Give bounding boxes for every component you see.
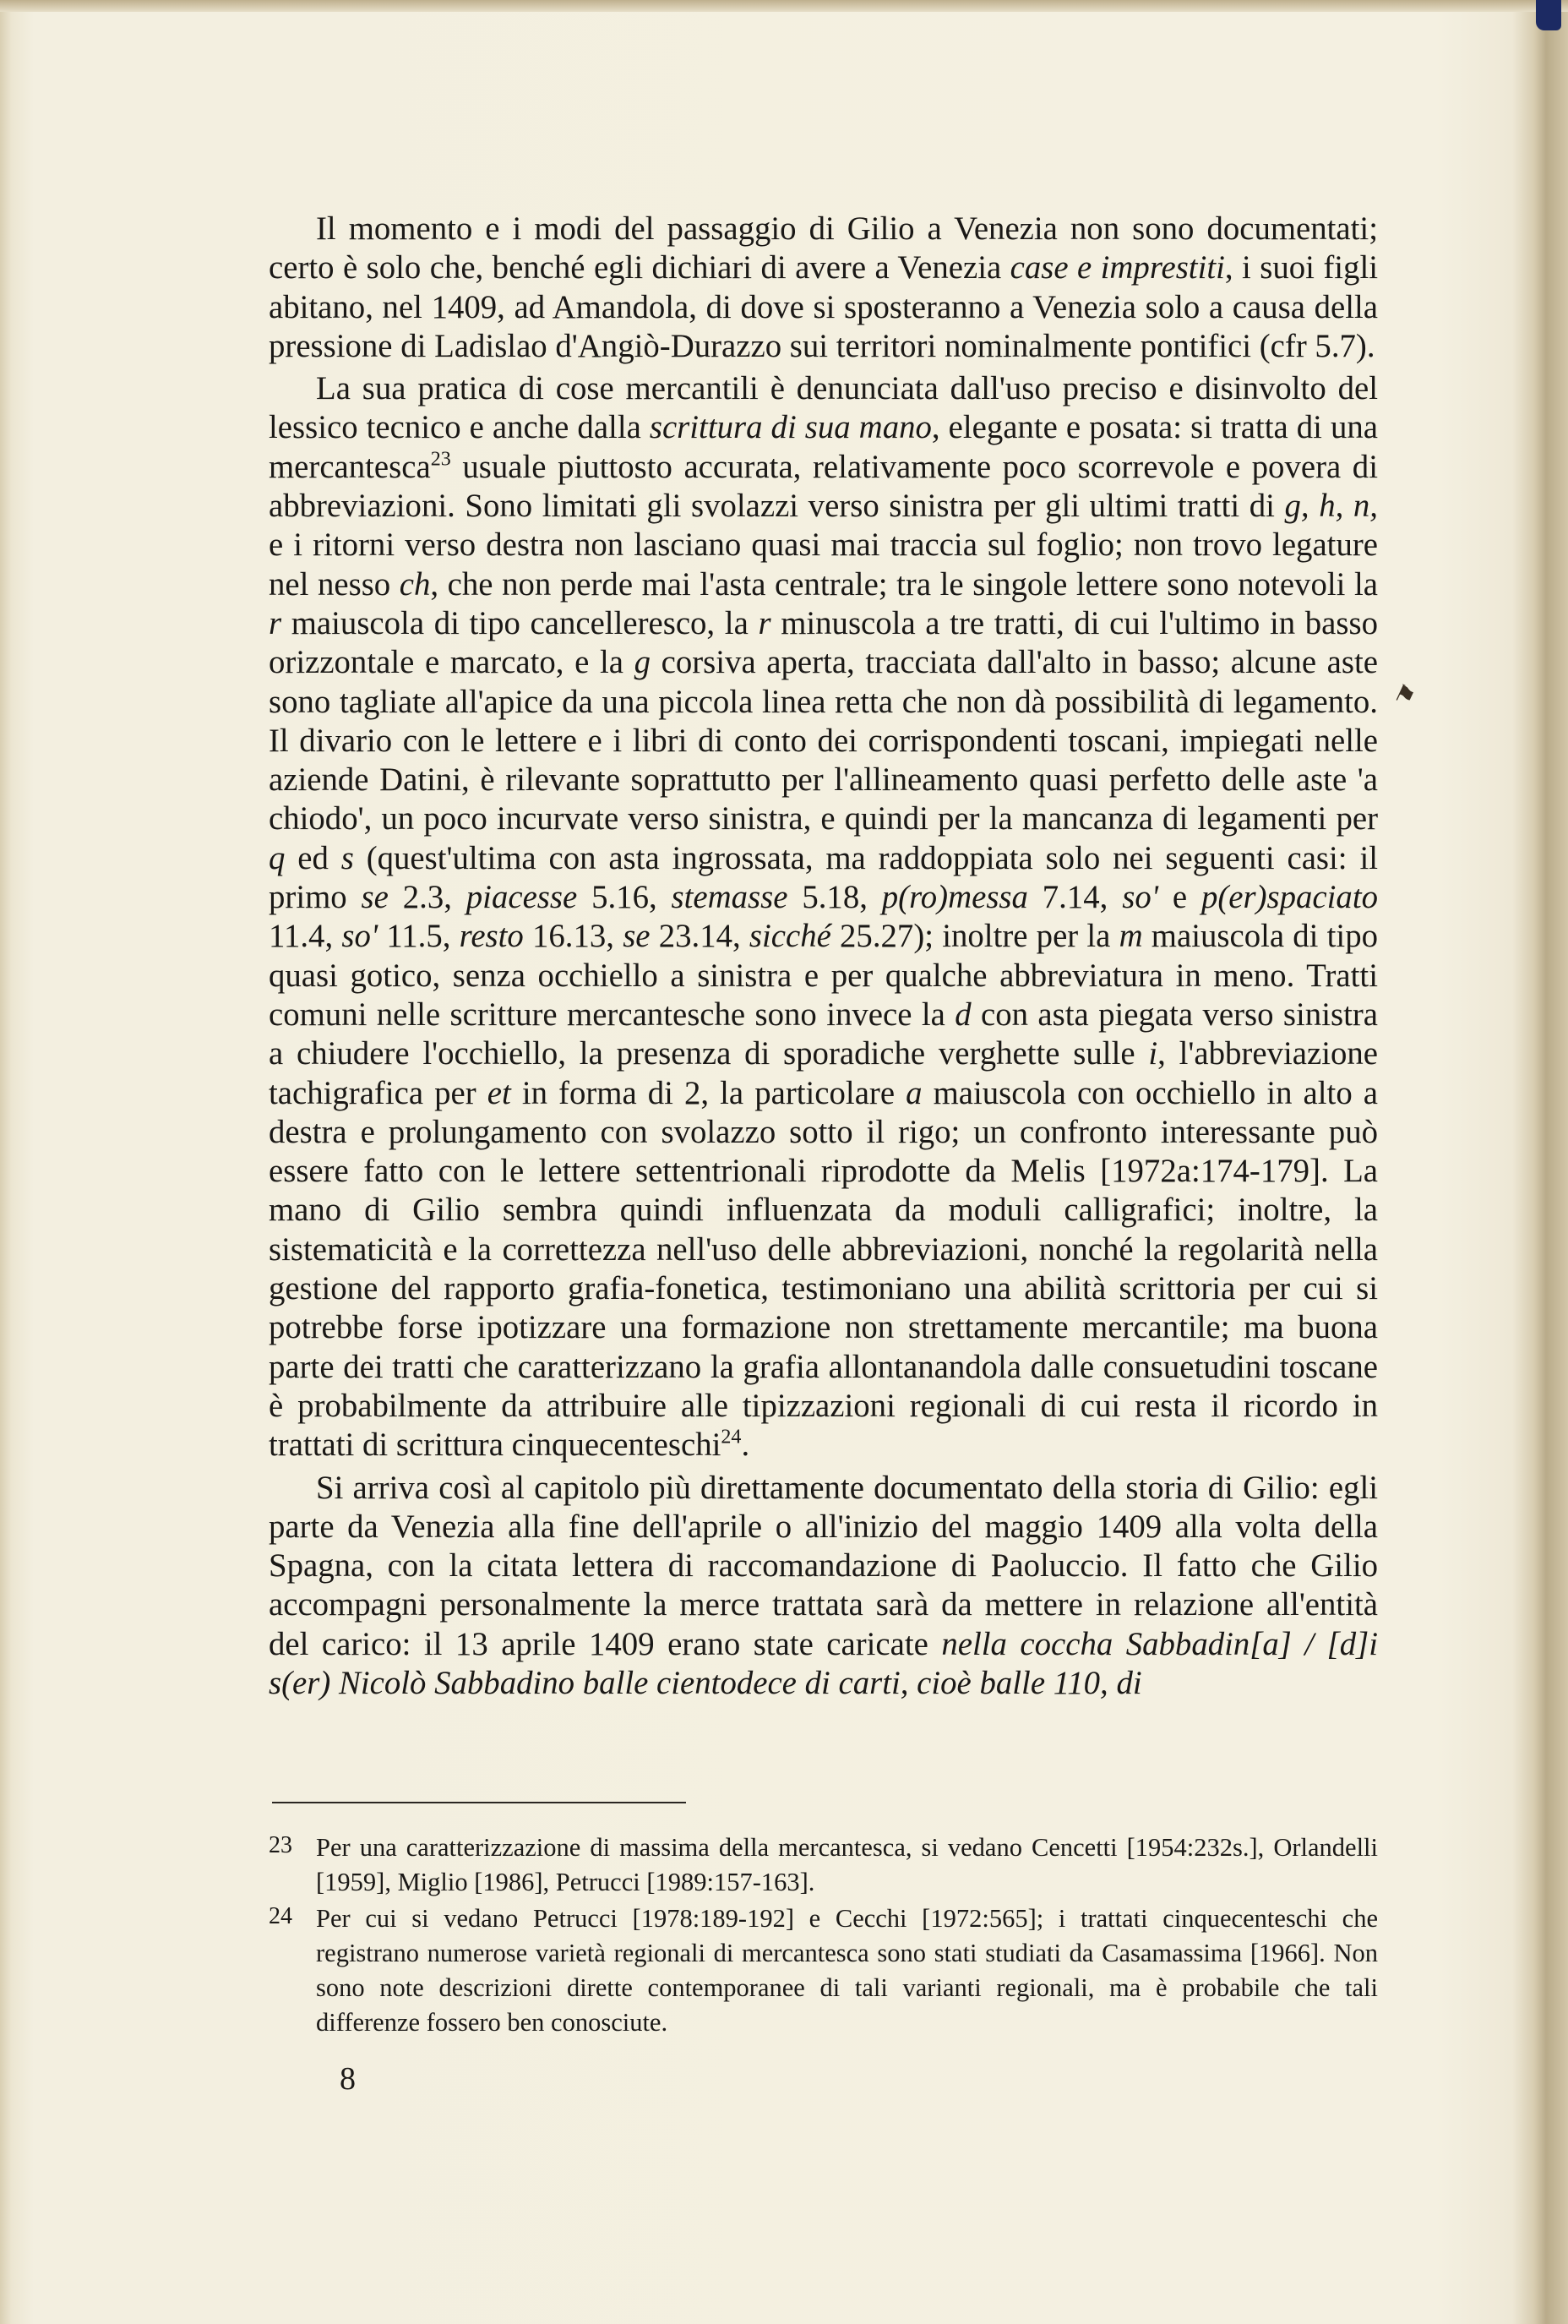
footnote-ref-23[interactable]: 23 bbox=[430, 448, 451, 471]
footnote-number: 23 bbox=[269, 1832, 292, 1858]
footnote-divider bbox=[272, 1802, 686, 1803]
footnote-text: Per cui si vedano Petrucci [1978:189-192] e Cecchi [1972:565]; i trattati cinquecenteschi che registrano numerose varietà regionali di mercantesca sono stati studiati da Casamassima [1966]. Non sono note descrizioni dirette contemporanee di tali varianti regionali, ma è probabile che tali differenze fossero ben conosciute. bbox=[316, 1904, 1378, 2037]
page-top-edge bbox=[0, 0, 1568, 12]
binding-ribbon bbox=[1536, 0, 1561, 30]
footnote-24 bbox=[269, 1901, 1378, 2040]
paragraph-1: Il momento e i modi del passaggio di Gilio a Venezia non sono documentati; certo è solo che, benché egli dichiari di avere a Venezia case e imprestiti, i suoi figli abitano, nel 1409, ad Amandola, di dove si sposteranno a Venezia solo a causa della pressione di Ladislao d'Angiò-Durazzo sui territori nominalmente pontifici (cfr 5.7). bbox=[269, 210, 1379, 364]
page-number: 8 bbox=[340, 2061, 356, 2097]
paragraph-3: Si arriva così al capitolo più direttamente documentato della storia di Gilio: egli parte da Venezia alla fine dell'aprile o all'inizio del maggio 1409 alla volta della Spagna, con la citata lettera di raccomandazione di Paoluccio. Il fatto che Gilio accompagni personalmente la merce trattata sarà da mettere in relazione all'entità del carico: il 13 aprile 1409 erano state caricate nella coccha Sabbadin[a] / [d]i s(er) Nicolò Sabbadino balle cientodece di carti, cioè balle 110, di bbox=[269, 1469, 1379, 1701]
paragraph-2: La sua pratica di cose mercantili è denunciata dall'uso preciso e disinvolto del lessico tecnico e anche dalla scrittura di sua mano, elegante e posata: si tratta di una mercantesca$^{23}$ usuale piuttosto accurata, relativamente poco scorrevole e povera di abbreviazioni. Sono limitati gli svolazzi verso sinistra per gli ultimi tratti di g, h, n, e i ritorni verso destra non lasciano quasi mai traccia sul foglio; non trovo legature nel nesso ch, che non perde mai l'asta centrale; tra le singole lettere sono notevoli la r maiuscola di tipo cancelleresco, la r minuscola a tre tratti, di cui l'ultimo in basso orizzontale e marcato, e la g corsiva aperta, tracciata dall'alto in basso; alcune aste sono tagliate all'apice da una piccola linea retta che non dà possibilità di legamento. Il divario con le lettere e i libri di conto dei corrispondenti toscani, impiegati nelle aziende Datini, è rilevante soprattutto per l'allineamento quasi perfetto delle aste 'a chiodo', un poco incurvate verso sinistra, e quindi per la mancanza di legamenti per q ed s (quest'ultima con asta ingrossata, ma raddoppiata solo nei seguenti casi: il primo se 2.3, piacesse 5.16, stemasse 5.18, p(ro)messa 7.14, so' e p(er)spaciato 11.4, so' 11.5, resto 16.13, se 23.14, sicché 25.27); inoltre per la m maiuscola di tipo quasi gotico, senza occhiello a sinistra e per qualche abbreviatura in meno. Tratti comuni nelle scritture mercantesche sono invece la d con asta piegata verso sinistra a chiudere l'occhiello, la presenza di sporadiche verghette sulle i, l'abbreviazione tachigrafica per et in forma di 2, la particolare a maiuscola con occhiello in alto a destra e prolungamento con svolazzo sotto il rigo; un confronto interessante può essere fatto con le lettere settentrionali riprodotte da Melis [1972a:174-179]. La mano di Gilio sembra quindi influenzata da moduli calligrafici; inoltre, la sistematicità e la correttezza nell'uso delle abbreviazioni, nonché la regolarità nella gestione del rapporto grafia-fonetica, testimoniano una abilità scrittoria per cui si potrebbe forse ipotizzare una formazione non strettamente mercantile; ma buona parte dei tratti che caratterizzano la grafia allontanandola dalle consuetudini toscane è probabilmente da attribuire alle tipizzazioni regionali di cui resta il ricordo in trattati di scrittura cinquecenteschi$^{24}$. bbox=[269, 370, 1379, 1464]
book-page bbox=[10, 12, 1531, 2324]
footnote-ref-24[interactable]: 24 bbox=[721, 1426, 742, 1448]
margin-pencil-mark: ⚑ bbox=[1389, 679, 1420, 712]
body-text bbox=[269, 210, 1378, 1703]
footnote-number: 24 bbox=[269, 1903, 292, 1929]
footnote-text: Per una caratterizzazione di massima della mercantesca, si vedano Cencetti [1954:232s.], Orlandelli [1959], Miglio [1986], Petrucci [1989:157-163]. bbox=[316, 1833, 1378, 1896]
footnotes bbox=[269, 1830, 1378, 2042]
footnote-23 bbox=[269, 1830, 1378, 1900]
